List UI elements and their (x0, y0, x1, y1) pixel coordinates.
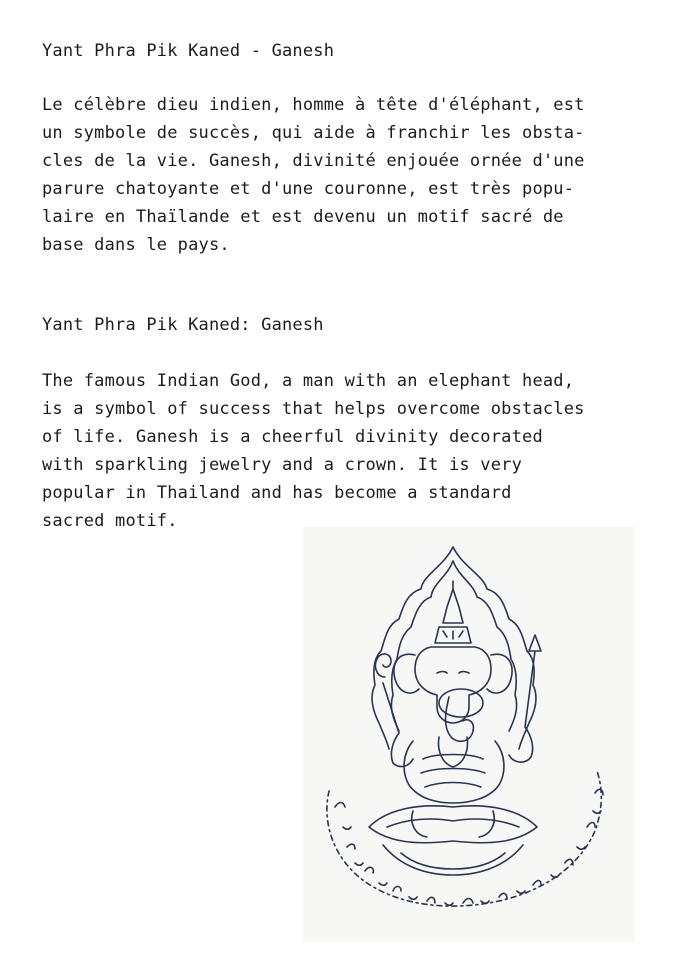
french-line: cles de la vie. Ganesh, divinité enjouée ornée d'une (42, 151, 585, 171)
french-line: un symbole de succès, qui aide à franchir les obsta- (42, 123, 585, 143)
ganesh-yantra-illustration (303, 527, 635, 942)
french-title: Yant Phra Pik Kaned - Ganesh (42, 41, 335, 61)
ganesh-drawing-svg (303, 527, 635, 942)
english-line: is a symbol of success that helps overcome obstacles (42, 399, 585, 419)
french-line: parure chatoyante et d'une couronne, est très popu- (42, 179, 575, 199)
french-line: base dans le pays. (42, 235, 230, 255)
french-line: Le célèbre dieu indien, homme à tête d'éléphant, est (42, 95, 585, 115)
english-line: popular in Thailand and has become a standard (42, 483, 512, 503)
english-line: with sparkling jewelry and a crown. It is very (42, 455, 523, 475)
french-line: laire en Thaïlande et est devenu un motif sacré de (42, 207, 564, 227)
lotus-base (383, 845, 523, 875)
script-ring (327, 771, 601, 906)
english-paragraph (42, 367, 682, 535)
english-title: Yant Phra Pik Kaned: Ganesh (42, 315, 324, 335)
english-line: sacred motif. (42, 511, 178, 531)
english-line: of life. Ganesh is a cheerful divinity decorated (42, 427, 543, 447)
french-paragraph (42, 91, 682, 259)
body (404, 741, 504, 803)
flame-halo (372, 547, 536, 749)
english-line: The famous Indian God, a man with an elephant head, (42, 371, 575, 391)
